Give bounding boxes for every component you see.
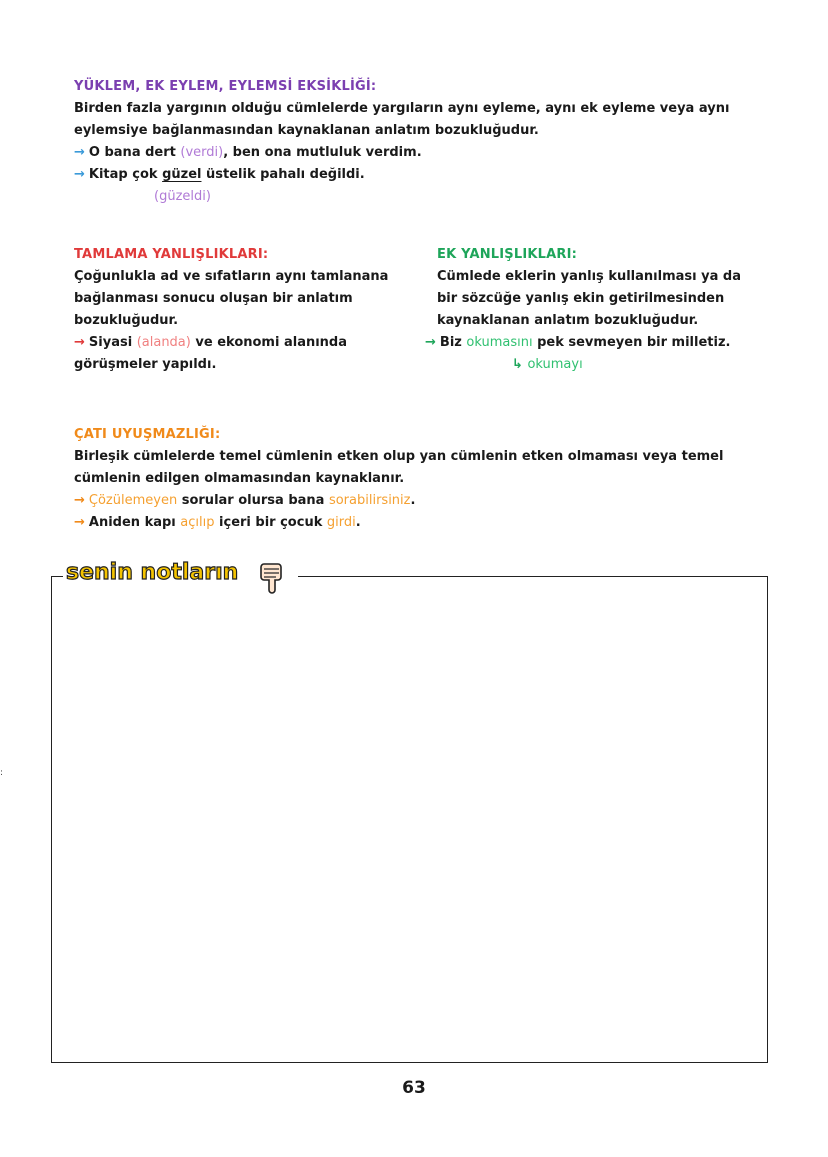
- section-ek-yanlisliklari: [425, 244, 741, 376]
- arrow-icon: →: [74, 167, 85, 182]
- margin-mark: :: [0, 768, 4, 778]
- description-line: Cümlede eklerin yanlış kullanılması ya da: [437, 269, 741, 284]
- correction-note: (güzeldi): [154, 189, 211, 204]
- description-line: Çoğunlukla ad ve sıfatların aynı tamlanana: [74, 269, 389, 284]
- arrow-icon: →: [74, 515, 85, 530]
- section-heading: YÜKLEM, EK EYLEM, EYLEMSİ EKSİKLİĞİ:: [74, 79, 377, 94]
- description-line: eylemsiye bağlanmasından kaynaklanan anlatım bozukluğudur.: [74, 123, 539, 138]
- pointing-down-hand-icon: [258, 560, 286, 594]
- curved-arrow-icon: ↳: [512, 357, 523, 372]
- arrow-icon: →: [74, 335, 85, 350]
- example-line: → O bana dert (verdi), ben ona mutluluk verdim.: [74, 145, 422, 160]
- section-cati-uyusmazligi: [74, 424, 723, 534]
- example-line: → Siyasi (alanda) ve ekonomi alanında: [74, 335, 348, 350]
- underlined-word: güzel: [162, 167, 202, 182]
- highlight: okumasını: [466, 335, 533, 350]
- description-line: bir sözcüğe yanlış ekin getirilmesinden: [437, 291, 725, 306]
- section-heading: EK YANLIŞLIKLARI:: [437, 247, 578, 262]
- highlight: Çözülemeyen: [88, 493, 178, 508]
- highlight: girdi: [326, 515, 356, 530]
- example-line: → Çözülemeyen sorular olursa bana sorabilirsiniz.: [74, 493, 416, 508]
- notes-title: senin notların: [66, 560, 239, 585]
- section-heading: TAMLAMA YANLIŞLIKLARI:: [74, 247, 269, 262]
- arrow-icon: →: [74, 145, 85, 160]
- description-line: Birden fazla yargının olduğu cümlelerde yargıların aynı eyleme, aynı ek eyleme veya aynı: [74, 101, 730, 116]
- example-line: → Biz okumasını pek sevmeyen bir milletiz.: [425, 335, 731, 350]
- correction-note: okumayı: [527, 357, 583, 372]
- notes-box-border: [298, 576, 768, 577]
- page-number: 63: [402, 1078, 426, 1098]
- section-heading: ÇATI UYUŞMAZLIĞI:: [74, 427, 221, 442]
- highlight: (verdi): [180, 145, 224, 160]
- arrow-icon: →: [74, 493, 85, 508]
- example-line: → Kitap çok güzel üstelik pahalı değildi.: [74, 167, 365, 182]
- description-line: cümlenin edilgen olmamasından kaynaklanır.: [74, 471, 405, 486]
- description-line: bozukluğudur.: [74, 313, 179, 328]
- highlight: açılıp: [180, 515, 215, 530]
- notes-box-border: [51, 576, 63, 577]
- notes-box[interactable]: [51, 576, 768, 1063]
- arrow-icon: →: [425, 335, 436, 350]
- example-line: görüşmeler yapıldı.: [74, 357, 217, 372]
- description-line: Birleşik cümlelerde temel cümlenin etken olup yan cümlenin etken olmaması veya temel: [74, 449, 724, 464]
- correction-line: [437, 354, 741, 376]
- example-line: → Aniden kapı açılıp içeri bir çocuk girdi.: [74, 515, 361, 530]
- highlight: (alanda): [136, 335, 191, 350]
- description-line: bağlanması sonucu oluşan bir anlatım: [74, 291, 353, 306]
- section-eylem-eksikligi: [74, 76, 729, 208]
- description-line: kaynaklanan anlatım bozukluğudur.: [437, 313, 699, 328]
- highlight: sorabilirsiniz: [328, 493, 411, 508]
- section-tamlama-yanlisliklari: [74, 244, 388, 376]
